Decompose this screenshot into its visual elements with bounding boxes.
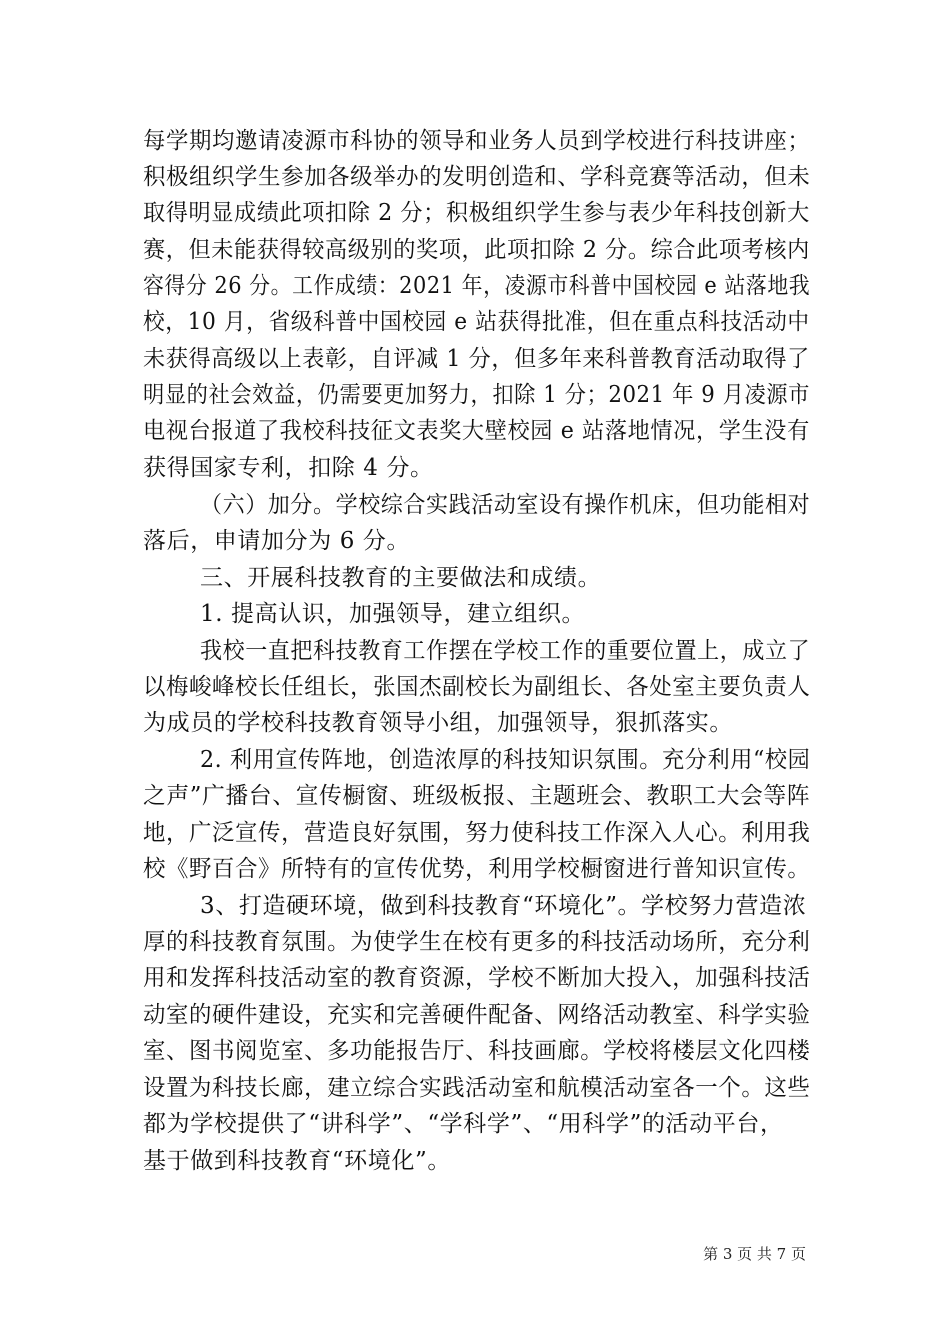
text-line: 2. 利用宣传阵地，创造浓厚的科技知识氛围。充分利用“校园 [200,747,811,773]
text-line: 每学期均邀请凌源市科协的领导和业务人员到学校进行科技讲座； [143,128,811,154]
text-line: 积极组织学生参加各级举办的发明创造和、学科竞赛等活动，但未 [143,164,811,190]
text-line: 落后，申请加分为 6 分。 [143,528,411,554]
text-line: 未获得高级以上表彰，自评减 1 分，但多年来科普教育活动取得了 [143,346,810,372]
text-line: 以梅峻峰校长任组长，张国杰副校长为副组长、各处室主要负责人 [143,674,811,700]
text-line: 厚的科技教育氛围。为使学生在校有更多的科技活动场所，充分利 [143,929,811,955]
text-line: 3、打造硬环境，做到科技教育“环境化”。学校努力营造浓 [200,893,807,919]
text-line: 设置为科技长廊，建立综合实践活动室和航模活动室各一个。这些 [143,1075,811,1101]
text-line: 之声”广播台、宣传橱窗、班级板报、主题班会、教职工大会等阵 [143,783,811,809]
text-line: 校《野百合》所特有的宣传优势，利用学校橱窗进行普知识宣传。 [143,856,811,882]
text-line: 地，广泛宣传，营造良好氛围，努力使科技工作深入人心。利用我 [143,820,811,846]
text-line: 校，10 月，省级科普中国校园 e 站获得批准，但在重点科技活动中 [143,309,810,335]
section-heading: 三、开展科技教育的主要做法和成绩。 [200,565,602,591]
text-line: 基于做到科技教育“环境化”。 [143,1148,451,1174]
text-line: 取得明显成绩此项扣除 2 分；积极组织学生参与表少年科技创新大 [143,200,810,226]
text-line: 用和发挥科技活动室的教育资源，学校不断加大投入，加强科技活 [143,965,811,991]
text-line: 为成员的学校科技教育领导小组，加强领导，狠抓落实。 [143,710,733,736]
text-line: 我校一直把科技教育工作摆在学校工作的重要位置上，成立了 [200,638,811,664]
text-line: 动室的硬件建设，充实和完善硬件配备、网络活动教室、科学实验 [143,1002,811,1028]
text-line: 都为学校提供了“讲科学”、“学科学”、“用科学”的活动平台， [143,1111,784,1137]
text-line: 容得分 26 分。工作成绩：2021 年，凌源市科普中国校园 e 站落地我 [143,273,811,299]
text-line: 电视台报道了我校科技征文表奖大壁校园 e 站落地情况，学生没有 [143,418,810,444]
text-line: 获得国家专利，扣除 4 分。 [143,455,434,481]
page-number: 第 3 页 共 7 页 [703,1245,806,1263]
text-line: 明显的社会效益，仍需要更加努力，扣除 1 分；2021 年 9 月凌源市 [143,382,810,408]
text-line: （六）加分。学校综合实践活动室设有操作机床，但功能相对 [200,492,811,518]
subsection-heading: 1. 提高认识，加强领导，建立组织。 [200,601,586,627]
text-line: 室、图书阅览室、多功能报告厅、科技画廊。学校将楼层文化四楼 [143,1038,811,1064]
text-line: 赛，但未能获得较高级别的奖项，此项扣除 2 分。综合此项考核内 [143,237,810,263]
